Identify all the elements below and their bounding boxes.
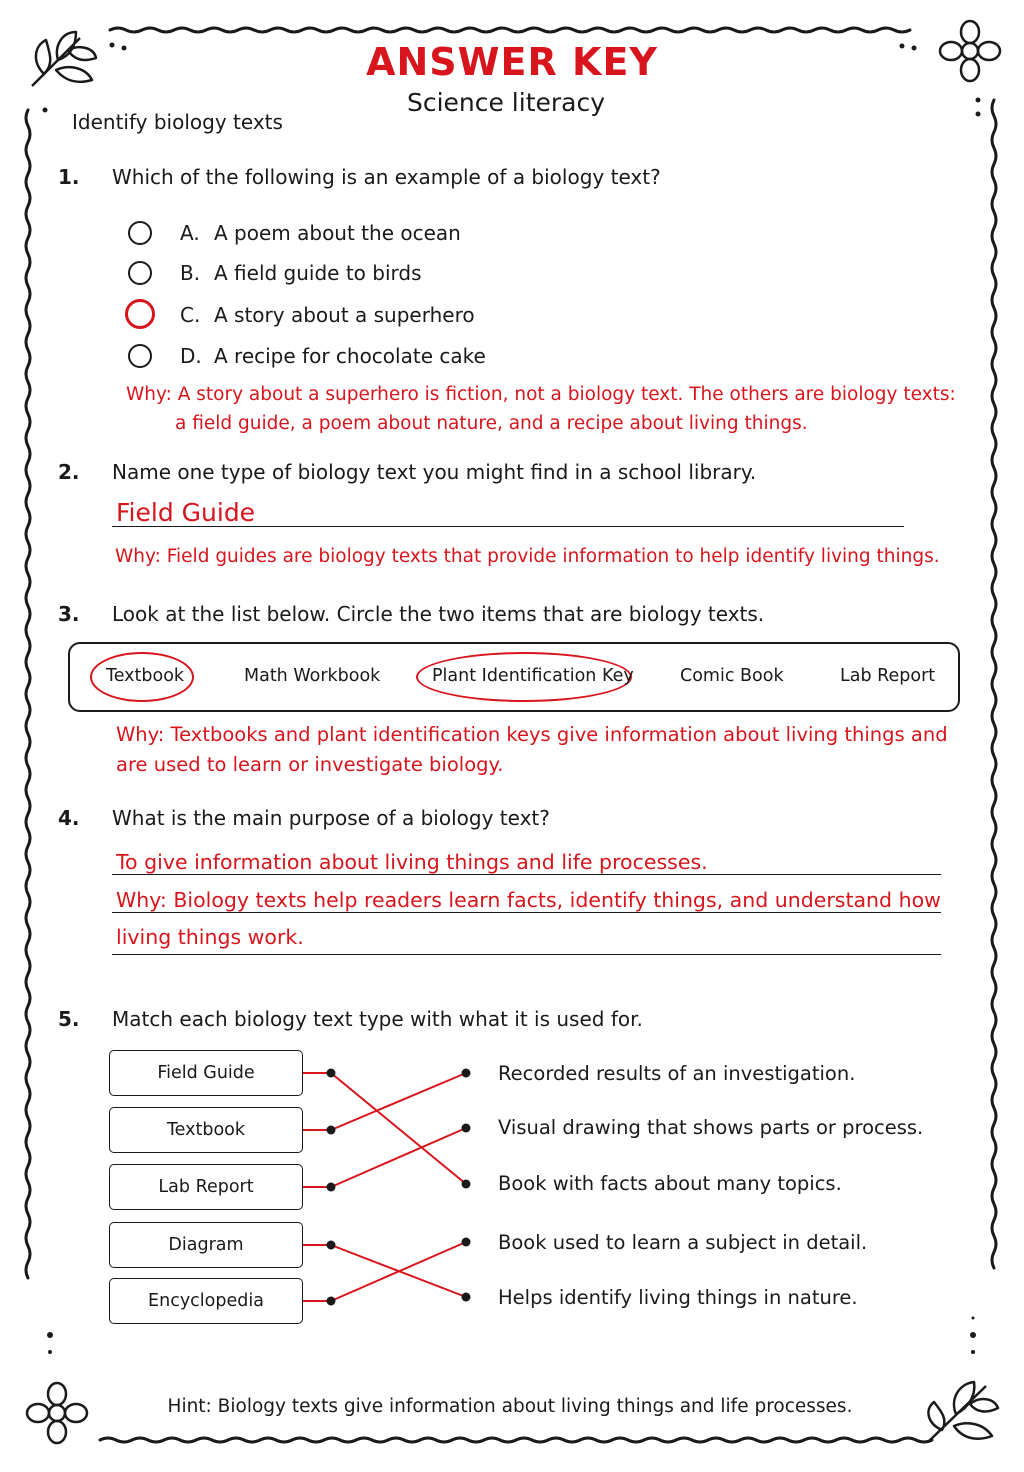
page-title: ANSWER KEY: [366, 40, 658, 84]
why-explanation: Why: Field guides are biology texts that provide information to help identify living things.: [115, 546, 940, 567]
match-type-box[interactable]: Diagram: [109, 1222, 303, 1268]
list-item-math-workbook[interactable]: Math Workbook: [244, 666, 381, 686]
match-description: Book used to learn a subject in detail.: [498, 1231, 868, 1254]
match-description: Helps identify living things in nature.: [498, 1286, 858, 1309]
why-explanation: Why: Textbooks and plant identification keys give information about living things and: [116, 723, 948, 746]
option-radio-b[interactable]: [128, 261, 152, 285]
option-text: A poem about the ocean: [214, 221, 461, 245]
option-text: A recipe for chocolate cake: [214, 344, 486, 368]
hint-text: Hint: Biology texts give information about living things and life processes.: [167, 1396, 853, 1417]
option-letter: C.: [180, 303, 201, 327]
page-subtitle: Science literacy: [406, 88, 606, 117]
question-text: Match each biology text type with what it is used for.: [112, 1007, 643, 1031]
question-number: 2.: [58, 460, 80, 484]
option-radio-a[interactable]: [128, 221, 152, 245]
match-type-box[interactable]: Lab Report: [109, 1164, 303, 1210]
option-radio-d[interactable]: [128, 344, 152, 368]
answer-line: [112, 954, 941, 955]
match-type-box[interactable]: Textbook: [109, 1107, 303, 1153]
match-description: Book with facts about many topics.: [498, 1172, 842, 1195]
option-text: A story about a superhero: [214, 303, 475, 327]
match-type-box[interactable]: Encyclopedia: [109, 1278, 303, 1324]
answer-line: [112, 912, 941, 913]
why-explanation: Why: A story about a superhero is fiction, not a biology text. The others are biology texts:: [126, 384, 956, 405]
topic-label: Identify biology texts: [72, 110, 283, 134]
answer-text[interactable]: Field Guide: [116, 498, 256, 527]
question-number: 3.: [58, 602, 80, 626]
answer-line: [112, 874, 941, 875]
match-type-box[interactable]: Field Guide: [109, 1050, 303, 1096]
list-item-lab-report[interactable]: Lab Report: [840, 666, 936, 686]
answer-text[interactable]: Why: Biology texts help readers learn facts, identify things, and understand how: [116, 888, 941, 912]
question-number: 1.: [58, 165, 80, 189]
question-text: Name one type of biology text you might find in a school library.: [112, 460, 757, 484]
match-description: Recorded results of an investigation.: [498, 1062, 856, 1085]
question-number: 5.: [58, 1007, 80, 1031]
list-item-plant-key[interactable]: Plant Identification Key: [432, 666, 634, 686]
option-letter: B.: [180, 261, 201, 285]
why-explanation: a field guide, a poem about nature, and a recipe about living things.: [175, 413, 808, 434]
answer-text[interactable]: To give information about living things and life processes.: [116, 850, 708, 874]
why-explanation: are used to learn or investigate biology.: [116, 753, 504, 776]
option-letter: D.: [180, 344, 202, 368]
list-item-textbook[interactable]: Textbook: [106, 666, 185, 686]
option-letter: A.: [180, 221, 200, 245]
question-text: Look at the list below. Circle the two items that are biology texts.: [112, 602, 765, 626]
question-text: What is the main purpose of a biology text?: [112, 806, 550, 830]
question-number: 4.: [58, 806, 80, 830]
option-radio-c-selected[interactable]: [125, 299, 155, 329]
question-text: Which of the following is an example of a biology text?: [112, 165, 661, 189]
option-text: A field guide to birds: [214, 261, 422, 285]
match-description: Visual drawing that shows parts or process.: [498, 1116, 924, 1139]
answer-text[interactable]: living things work.: [116, 925, 304, 949]
list-item-comic-book[interactable]: Comic Book: [680, 666, 784, 686]
